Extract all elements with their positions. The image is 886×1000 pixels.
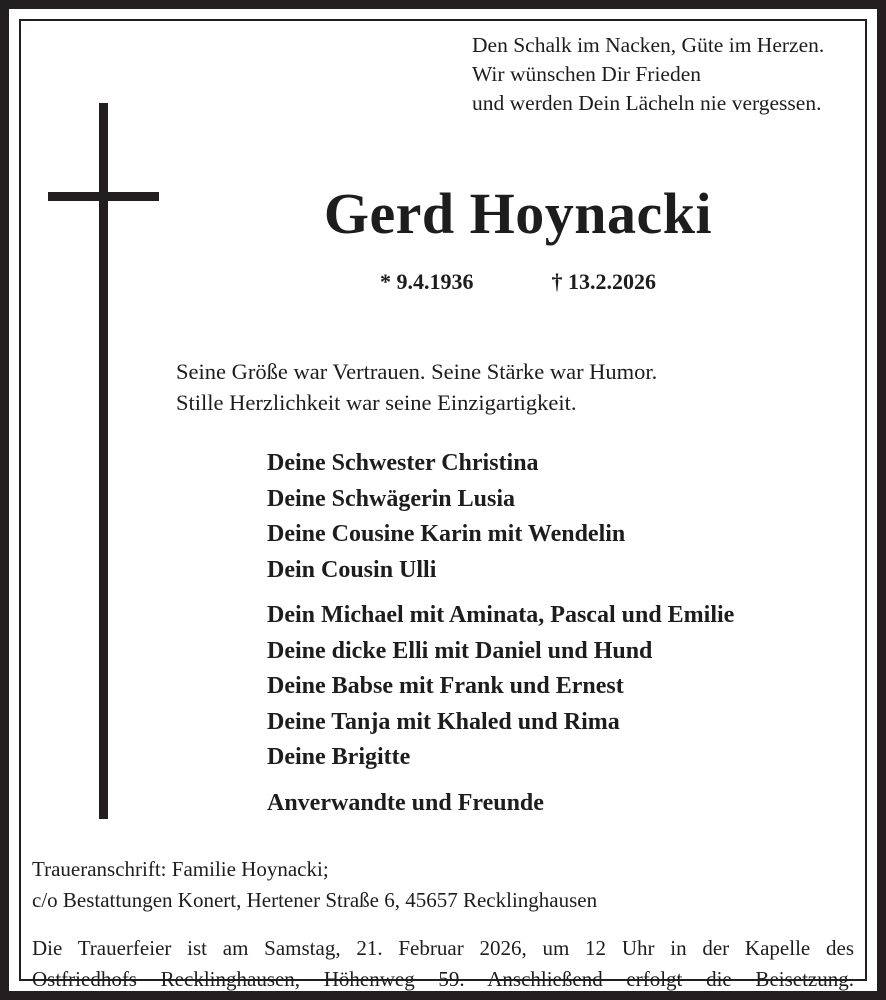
- verse-line: Wir wünschen Dir Frieden: [472, 62, 702, 86]
- tribute-line: Seine Größe war Vertrauen. Seine Stärke war Humor.: [176, 359, 658, 384]
- life-dates: [171, 269, 865, 295]
- deceased-name: Gerd Hoynacki: [323, 181, 713, 246]
- mourner-line: Deine Babse mit Frank und Ernest: [267, 673, 624, 699]
- mourner-line: Deine dicke Elli mit Daniel und Hund: [267, 637, 653, 664]
- cross-horizontal-bar: [48, 192, 159, 201]
- verse-line: und werden Dein Lächeln nie vergessen.: [472, 91, 822, 115]
- tribute-line: Stille Herzlichkeit war seine Einzigartigkeit.: [176, 390, 577, 415]
- birth-date: * 9.4.1936: [380, 269, 474, 294]
- mourner-line: Deine Schwägerin Lusia: [267, 485, 516, 512]
- mourner-group: [267, 786, 867, 822]
- memorial-verse: [472, 31, 862, 118]
- death-date: † 13.2.2026: [551, 269, 656, 294]
- address-line: c/o Bestattungen Konert, Hertener Straße 6, 45657 Recklinghausen: [32, 888, 598, 912]
- mourner-line: Anverwandte und Freunde: [267, 789, 544, 816]
- mourner-line: Deine Cousine Karin mit Wendelin: [267, 521, 626, 547]
- mourner-line: Deine Schwester Christina: [267, 450, 539, 476]
- service-line: Ostfriedhofs Recklinghausen, Höhenweg 59. Anschließend erfolgt die Beisetzung.: [32, 967, 854, 991]
- notice-content: [21, 21, 865, 991]
- mourner-group: [267, 446, 867, 588]
- funeral-service-details: [32, 933, 854, 995]
- cross-vertical-stem: [99, 103, 108, 819]
- mourner-line: Dein Cousin Ulli: [267, 556, 437, 583]
- mourner-line: Dein Michael mit Aminata, Pascal und Emilie: [267, 602, 735, 628]
- mourners-list: [267, 446, 867, 821]
- mourning-address: [32, 854, 852, 916]
- christian-cross-icon: [31, 96, 171, 821]
- mourner-line: Deine Brigitte: [267, 744, 411, 770]
- service-line: Die Trauerfeier ist am Samstag, 21. Februar 2026, um 12 Uhr in der Kapelle des: [32, 936, 854, 960]
- mourner-line: Deine Tanja mit Khaled und Rima: [267, 708, 620, 735]
- address-line: Traueranschrift: Familie Hoynacki;: [32, 857, 329, 881]
- verse-line: Den Schalk im Nacken, Güte im Herzen.: [472, 33, 825, 57]
- mourner-group: [267, 598, 867, 776]
- tribute-text: [176, 356, 836, 418]
